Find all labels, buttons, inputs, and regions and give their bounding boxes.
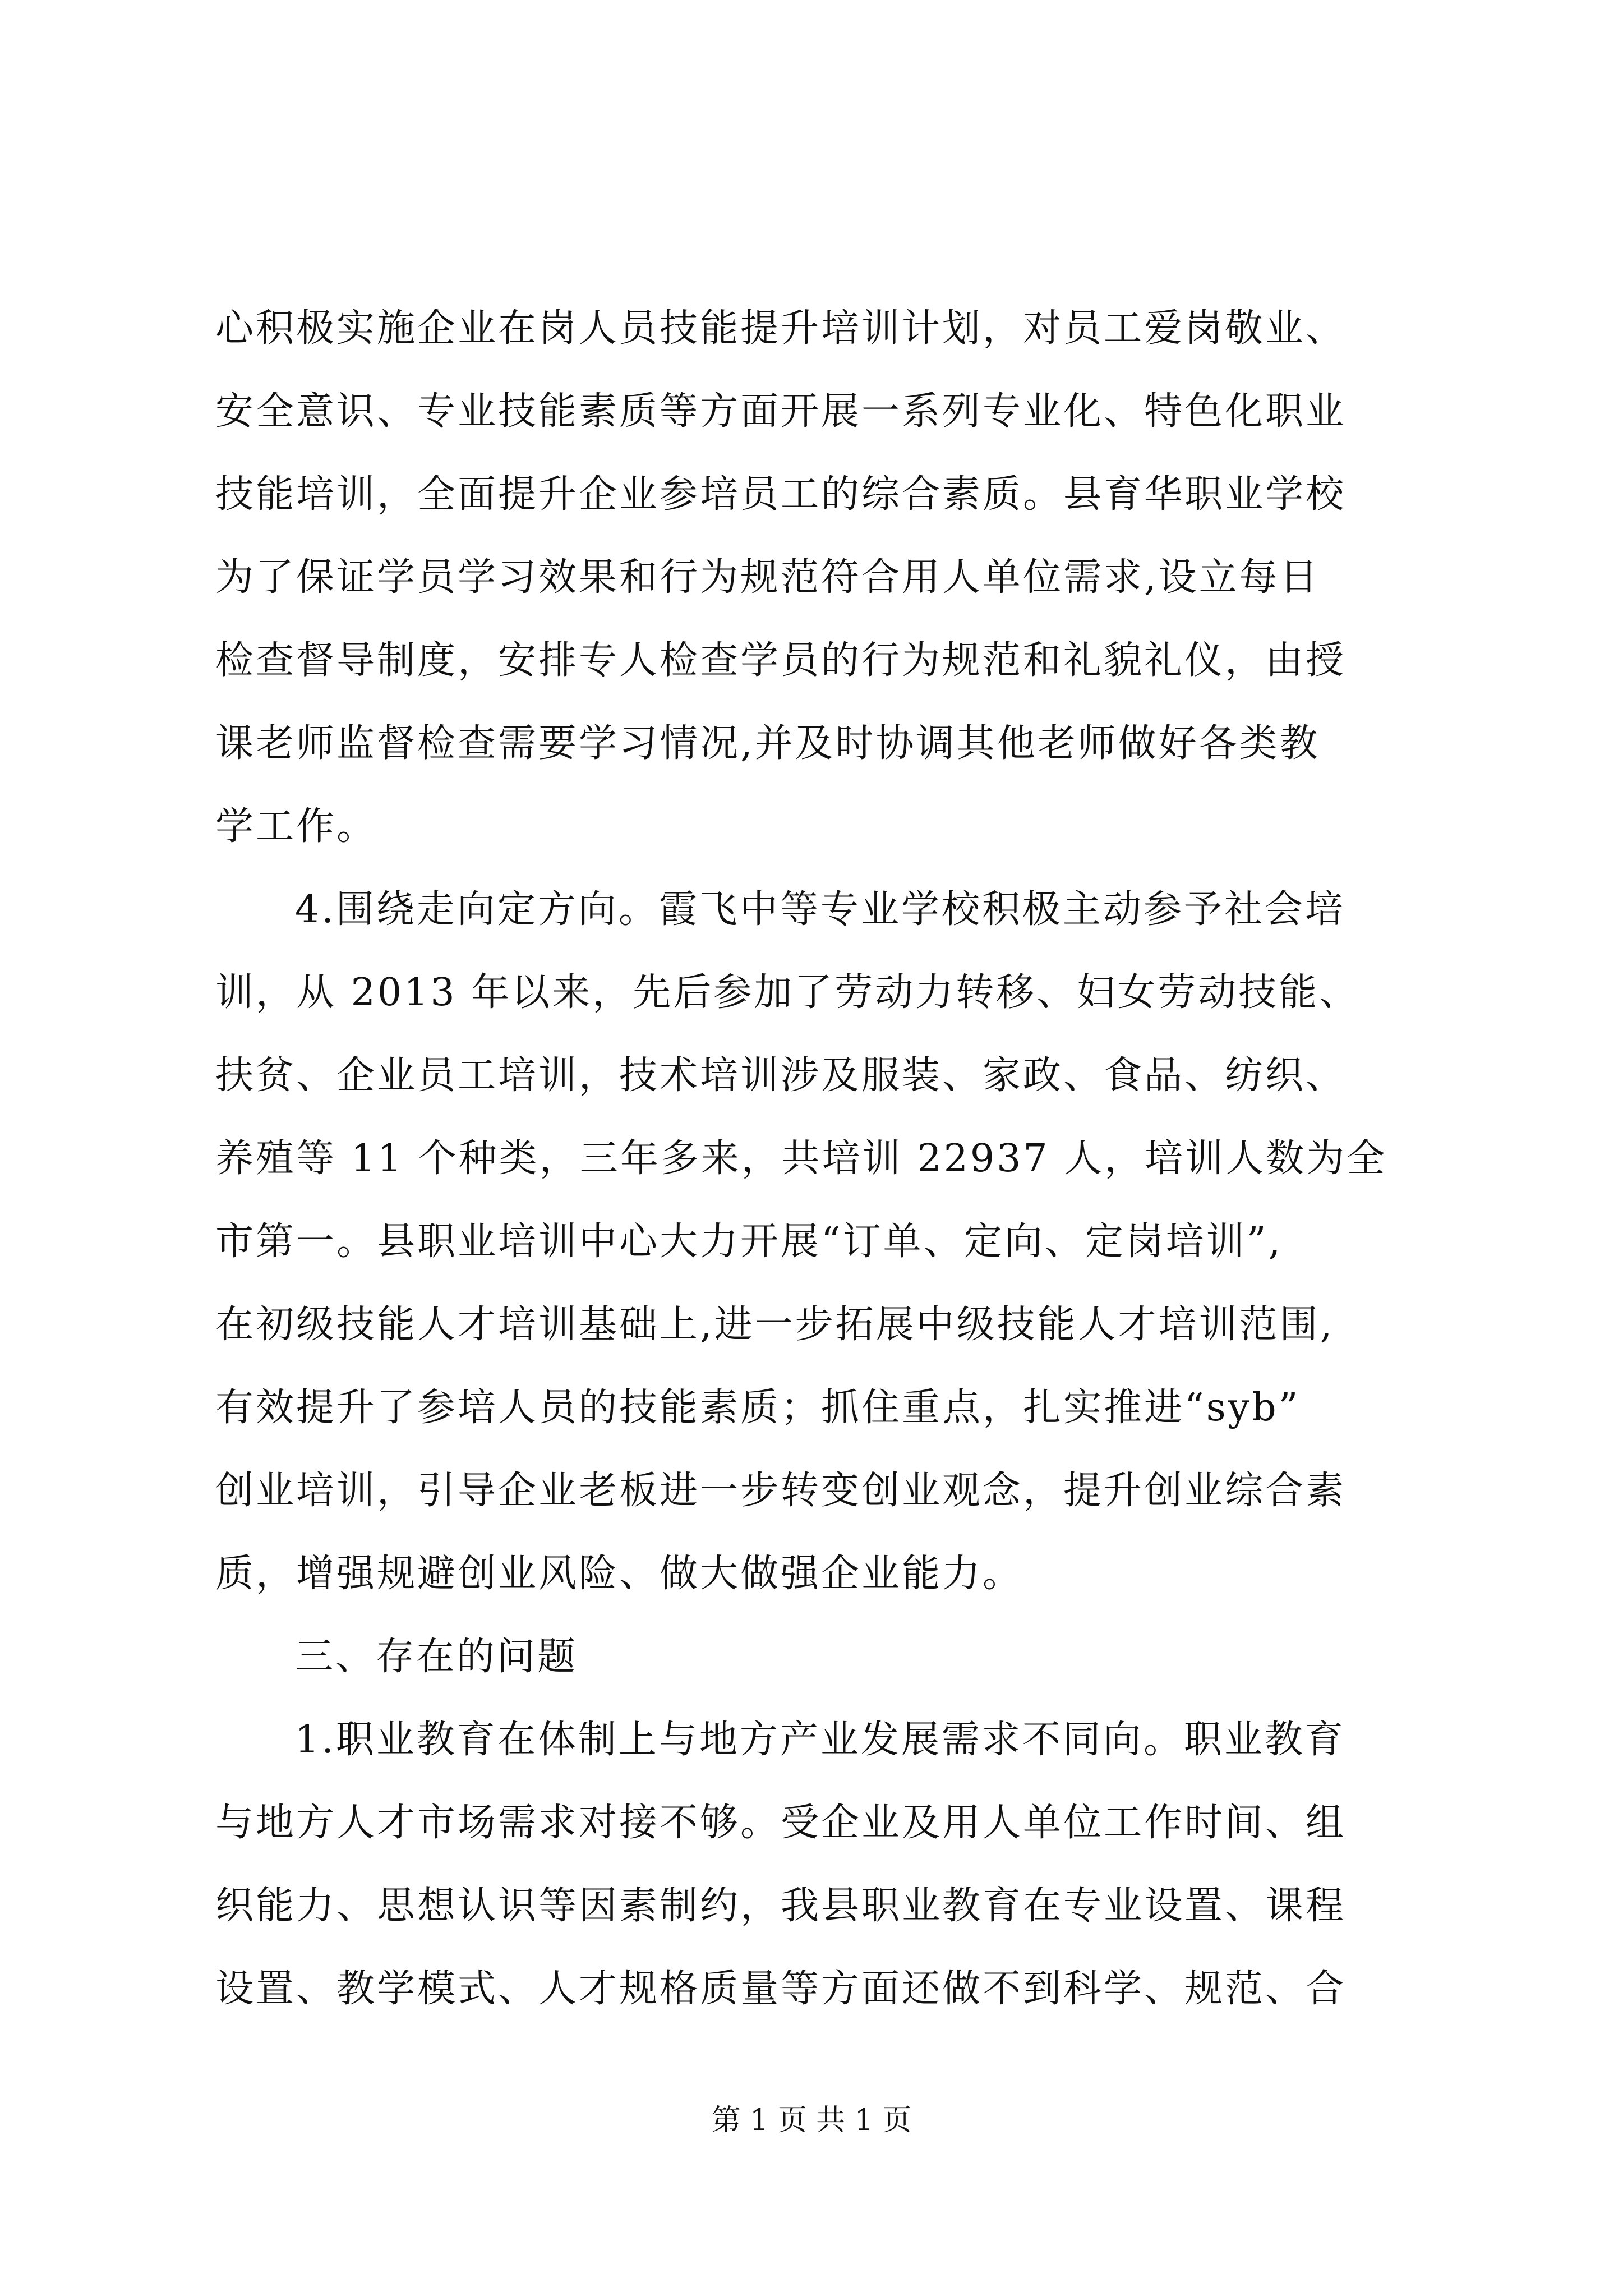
text-line: 为了保证学员学习效果和行为规范符合用人单位需求,设立每日 (215, 555, 1320, 600)
text-line: 心积极实施企业在岗人员技能提升培训计划，对员工爱岗敬业、 (215, 306, 1347, 351)
text-line: 技能培训，全面提升企业参培员工的综合素质。县育华职业学校 (215, 472, 1347, 517)
text-line: 与地方人才市场需求对接不够。受企业及用人单位工作时间、组 (215, 1801, 1347, 1845)
text-line: 课老师监督检查需要学习情况,并及时协调其他老师做好各类教 (215, 721, 1320, 766)
text-line: 训，从 2013 年以来，先后参加了劳动力转移、妇女劳动技能、 (215, 970, 1360, 1015)
text-line: 安全意识、专业技能素质等方面开展一系列专业化、特色化职业 (215, 389, 1347, 434)
document-body (215, 287, 1421, 2031)
paragraph-start-line: 1.职业教育在体制上与地方产业发展需求不同向。职业教育 (295, 1718, 1345, 1762)
text-line: 织能力、思想认识等因素制约，我县职业教育在专业设置、课程 (215, 1884, 1347, 1928)
page-footer (0, 2101, 1623, 2140)
section-heading: 三、存在的问题 (295, 1635, 578, 1679)
text-line: 设置、教学模式、人才规格质量等方面还做不到科学、规范、合 (215, 1967, 1347, 2011)
text-line: 创业培训，引导企业老板进一步转变创业观念，提升创业综合素 (215, 1469, 1347, 1513)
text-line: 有效提升了参培人员的技能素质；抓住重点，扎实推进“syb” (215, 1386, 1301, 1430)
paragraph-start-line: 4.围绕走向定方向。霞飞中等专业学校积极主动参予社会培 (295, 887, 1345, 932)
text-line: 市第一。县职业培训中心大力开展“订单、定向、定岗培训”, (215, 1220, 1283, 1264)
page-number-label: 第 1 页 共 1 页 (711, 2104, 912, 2137)
text-line: 质，增强规避创业风险、做大做强企业能力。 (215, 1552, 1023, 1596)
text-line: 扶贫、企业员工培训，技术培训涉及服装、家政、食品、纺织、 (215, 1053, 1347, 1098)
text-line: 在初级技能人才培训基础上,进一步拓展中级技能人才培训范围, (215, 1303, 1335, 1347)
text-line: 检查督导制度，安排专人检查学员的行为规范和礼貌礼仪，由授 (215, 638, 1347, 683)
text-line: 养殖等 11 个种类，三年多来，共培训 22937 人，培训人数为全 (215, 1137, 1387, 1181)
text-line: 学工作。 (215, 804, 377, 849)
